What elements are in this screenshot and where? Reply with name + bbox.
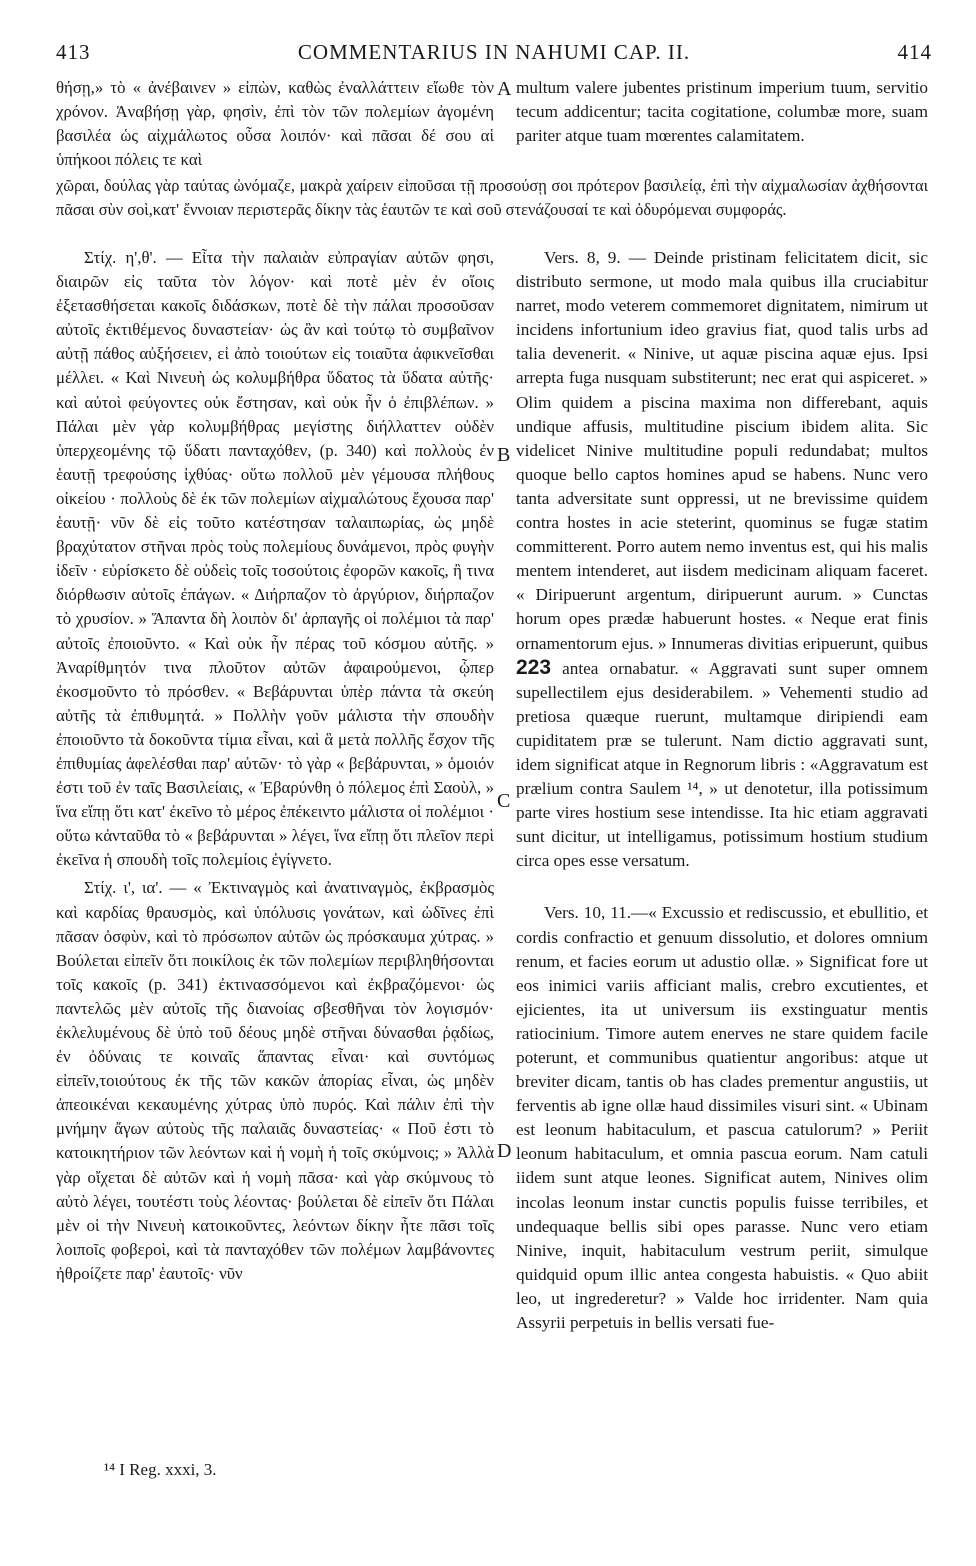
greek-paragraph: χῶραι, δούλας γὰρ ταύτας ὠνόμαζε, μακρὰ χαίρειν εἰποῦσαι τῇ προσούσῃ σοι πρότερον βασιλείᾳ, ἐπὶ τὴν αἰχμαλωσίαν ἀχθήσονται πᾶσαι σὺν σοὶ,κατ' ἔννοιαν περιστερᾶς δίκην τὰς ἑαυτῶν τε καὶ σοῦ στενάζουσαί τε καὶ ὀδυρόμεναι συμφοράς.: [56, 176, 928, 220]
page-header: [56, 40, 932, 68]
latin-text: antea ornabatur. « Aggravati sunt super omnem supellectilem ejus desiderabilem. » Vehementi studio ad pretiosa quæque ruerunt, multamque diripiendi eam cupiditatem præ se tulerunt. Nam dictio aggravati sunt, idem significat atque in Regnorum libris : «Aggravatum est prælium contra Saulem ¹⁴, » ut denotetur, illa potissimum parte vires hostium sese intendisse. Ita hic etiam aggravati sunt dicitur, ut intelligamus, potissimum hostium studium circa opes esse versatum.: [516, 658, 929, 871]
latin-column-top: [516, 76, 928, 148]
greek-paragraph: Στίχ. ι', ια'. — « Ἐκτιναγμὸς καὶ ἀνατιναγμὸς, ἐκβρασμὸς καὶ καρδίας θραυσμὸς, καὶ ὑπόλυσις γονάτων, καὶ ὠδῖνες ἐπὶ πᾶσαν ὀσφὺν, καὶ τὸ πρόσωπον αὐτῶν ὡς πρόσκαυμα χύτρας. » Βούλεται εἰπεῖν ὅτι ποικίλοις ἐκ τῶν πολεμίων περιβληθήσονται τοῖς κακοῖς (p. 341) ἐκτινασσόμενοι καὶ ἐκβραζόμενοι· ὡς παντελῶς μὲν αὐτοῖς τῆς διανοίας σβεσθῆναι τὸν λογισμόν· ἐκλελυμένους δὲ ὑπὸ τοῦ δέους μηδὲ στῆναι δύνασθαι ῥᾳδίως, ἐν ὀδύναις τε κοιναῖς ἅπαντας εἶναι· καὶ συντόμως εἰπεῖν,τοιούτους ἐκ τῆς τῶν κακῶν ἀπορίας εἶναι, ὡς μηδὲν ἀπεοικέναι κεκαυμένης χύτρας ὑπὸ πυρός. Καὶ πάλιν ἐπὶ τὴν μνήμην ἄγων αὐτοὺς τῆς παλαιᾶς δυναστείας· « Ποῦ ἐστι τὸ κατοικητήριον τῶν λεόντων καὶ ἡ νομὴ ἡ τοῖς σκύμνοις; » Ἀλλὰ γὰρ οἴχεται δὲ αὐτῶν καὶ ἡ νομὴ πᾶσα· καὶ γὰρ σκύμνους τὸ αὐτὸ λέγει, τουτέστι τοὺς λέοντας· βούλεται δὲ εἰπεῖν ὅτι Πάλαι μὲν οἱ τὴν Νινευὴ κατοικοῦντες, λεόντων δίκην ἦτε πᾶσι τοῖς λοιποῖς φοβεροὶ, καὶ τὰ πανταχόθεν τῶν πολέμων λαμβάνοντες ἠθροίζετε παρ' ἑαυτοῖς· νῦν: [56, 878, 494, 1283]
latin-paragraph: multum valere jubentes pristinum imperium tuum, servitio tecum addicentur; tacita cogitatione, columbæ more, suam pariter atque tuam mœrentes calamitatem.: [516, 78, 928, 146]
footnote: ¹⁴ I Reg. xxxi, 3.: [104, 1460, 217, 1479]
latin-paragraph: [516, 246, 928, 873]
page-number-right: 414: [897, 40, 932, 64]
running-title: COMMENTARIUS IN NAHUMI CAP. II.: [297, 40, 691, 64]
margin-marker-d: D: [497, 1140, 512, 1162]
margin-marker-c: C: [497, 790, 511, 812]
latin-column-main: [516, 246, 928, 1335]
greek-column-main: [56, 246, 494, 1286]
greek-paragraph: θήσῃ,» τὸ « ἀνέβαινεν » εἰπὼν, καθὼς ἐναλλάττειν εἴωθε τὸν χρόνον. Ἀναβήσῃ γὰρ, φησὶν, ἐπὶ τὸν τῶν πολεμίων ἀγομένη βασιλέα ὡς αἰχμάλωτος οὖσα λοιπόν· καὶ πᾶσαι δέ σου αἱ ὑπήκοοι πόλεις τε καὶ: [56, 78, 494, 170]
latin-text: Vers. 8, 9. — Deinde pristinam felicitatem dicit, sic distributo sermone, ut modo mala quibus illa cruciabitur narret, modo veterem commemoret dignitatem, nimirum ut incidens infortunium ideo gravius fiat, quod talis urbs ad talia devenerit. « Ninive, ut aquæ piscina aquæ ejus. Ipsi arrepta fuga nusquam substiterunt; nec erat qui aspiceret. » Olim quidem a piscina maxima non differebant, aquis undique affusis, multitudine piscium ibidem alita. Sic videlicet Ninive multitudine populi redundabat; multos quoque bello captos homines apud se habens. Nunc vero tanta adversitate sunt oppressi, ut ne brevissime quidem contra hostes in acie steterint, quominus se fugæ statim committerent. Porro autem nemo inventus est, qui his malis mentem intenderet, aut iisdem medicinam aliquam faceret. « Diripuerunt argentum, diripuerunt aurum. » Cunctas horum opes prædæ habuerunt hostes. « Neque erat finis ornamentorum ejus. » Innumeras divitias eripuerunt, quibus: [516, 248, 928, 653]
column-number: 223: [516, 655, 552, 679]
page-number-left: 413: [56, 40, 91, 64]
margin-marker-b: B: [497, 444, 511, 466]
greek-paragraph: Στίχ. η',θ'. — Εἶτα τὴν παλαιὰν εὐπραγίαν αὐτῶν φησι, διαιρῶν εἰς ταῦτα τὸν λόγον· καὶ ποτὲ μὲν ἐν οἵοις ἐξετασθήσεται κακοῖς διδάσκων, ποτὲ δὲ τὴν πάλαι προσοῦσαν αὐτοῖς ἐκτιθέμενος δυναστείαν· ὡς ἂν καὶ τούτῳ τὸ συμβαῖνον αὐτῇ πάθος αὐξήσειεν, εἰ ἀπὸ τοιούτων εἰς τοιαῦτα ἀφικνεῖσθαι μέλλει. « Καὶ Νινευὴ ὡς κολυμβήθρα ὕδατος τὰ ὕδατα αὐτῆς· καὶ αὐτοὶ φεύγοντες οὐκ ἔστησαν, καὶ οὐκ ἦν ὁ ἐπιβλέπων. » Πάλαι μὲν γὰρ κολυμβήθρας μεγίστης διήλλαττεν οὐδὲν ὑπερχεομένης τῷ ὕδατι πανταχόθεν, (p. 340) καὶ πολλοὺς ἐν ἑαυτῇ τρεφούσης ἰχθύας· οὕτω πολλοῦ μὲν γέμουσα πλήθους οἰκείου · πολλοὺς δὲ ἐκ τῶν πολεμίων αἰχμαλώτους ἔχουσα παρ' ἑαυτῇ· νῦν δὲ εἰς τοῦτο κατέστησαν ταλαιπωρίας, ὡς μηδὲ βραχύτατον στῆναι πρὸς τοὺς πολεμίους δυνάμενοι, πρὸς φυγὴν ἰδεῖν · εὑρίσκετο δὲ οὐδεὶς τοῖς τοσούτοις ἐφορῶν κακοῖς, ἢ τινα διόρθωσιν αὐτοῖς ἐπάγων. « Διήρπαζον τὸ ἀργύριον, διήρπαζον τὸ χρυσίον. » Ἅπαντα δὴ λοιπὸν δι' ἁρπαγῆς οἱ πολέμιοι τὰ παρ' αὐτοῖς ἐποιοῦντο. « Καὶ οὐκ ἦν πέρας τοῦ κόσμου αὐτῆς. » Ἀναρίθμητόν τινα πλοῦτον αὐτῶν ἀφαιρούμενοι, ᾧπερ ἐκοσμοῦντο τὸ πρόσθεν. « Βεβάρυνται ὑπὲρ πάντα τὰ σκεύη αὐτῆς τὰ ἐπιθυμητά. » Πολλὴν γοῦν μάλιστα τὴν σπουδὴν ἐποιοῦντο τὰ δοκοῦντα τίμια εἶναι, καὶ ἃ μετὰ πολλῆς ἔσχον τῆς ἐπιθυμίας ἀφελέσθαι παρ' αὐτῶν· τὸ γὰρ « βεβάρυνται, » ὁμοιόν ἐστι τοῦ ἐν ταῖς Βασιλείαις, « Ἐβαρύνθη ὁ πόλεμος ἐπὶ Σαοὺλ, » ἵνα εἴπῃ ὅτι κατ' ἐκεῖνο τὸ μέρος ἐπέκειντο μάλιστα οἱ πολέμιοι · οὕτω κἀνταῦθα τὸ « βεβάρυνται » λέγει, ἵνα εἴπῃ ὅτι πλεῖον περὶ ἐκεῖνα ἡ σπουδὴ τοῖς πολεμίοις ἐγίγνετο.: [56, 248, 494, 870]
margin-marker-a: A: [497, 78, 512, 100]
greek-column-top: [56, 76, 494, 172]
latin-paragraph: Vers. 10, 11.—« Excussio et rediscussio, et ebullitio, et cordis confractio et genuum dissolutio, et dolores omnium renum, et facies eorum ut adustio ollæ. » Significat fore ut eos inimici variis afficiant malis, crebro excutientes, et ejicientes, ita ut universum iis exstinguatur mentis ratiocinium. Timore autem enerves ne stare quidem facile poterunt, et communibus quatientur angoribus: atque ut breviter dicam, tantis ob has clades prementur angustiis, ut ferventis ab igne ollæ haud dissimiles visuri sint. « Ubinam est leonum habitaculum, et pascua catulorum? » Periit leonum habitaculum, et omnia pascua eorum. Nam catuli iidem sunt atque leones. Significat autem, Ninives olim incolas leonum instar cunctis populis fuisse terribiles, et undequaque bellis sibi opes parasse. Nunc vero etiam Ninive, inquit, habitaculum vestrum periit, simulque quidquid opum illic antea congesta habuistis. « Quo abiit leo, ut ingrederetur? » Valde hoc irridenter. Nam quia Assyrii perpetuis in bellis versati fue-: [516, 903, 928, 1333]
greek-full-width: [56, 174, 928, 222]
